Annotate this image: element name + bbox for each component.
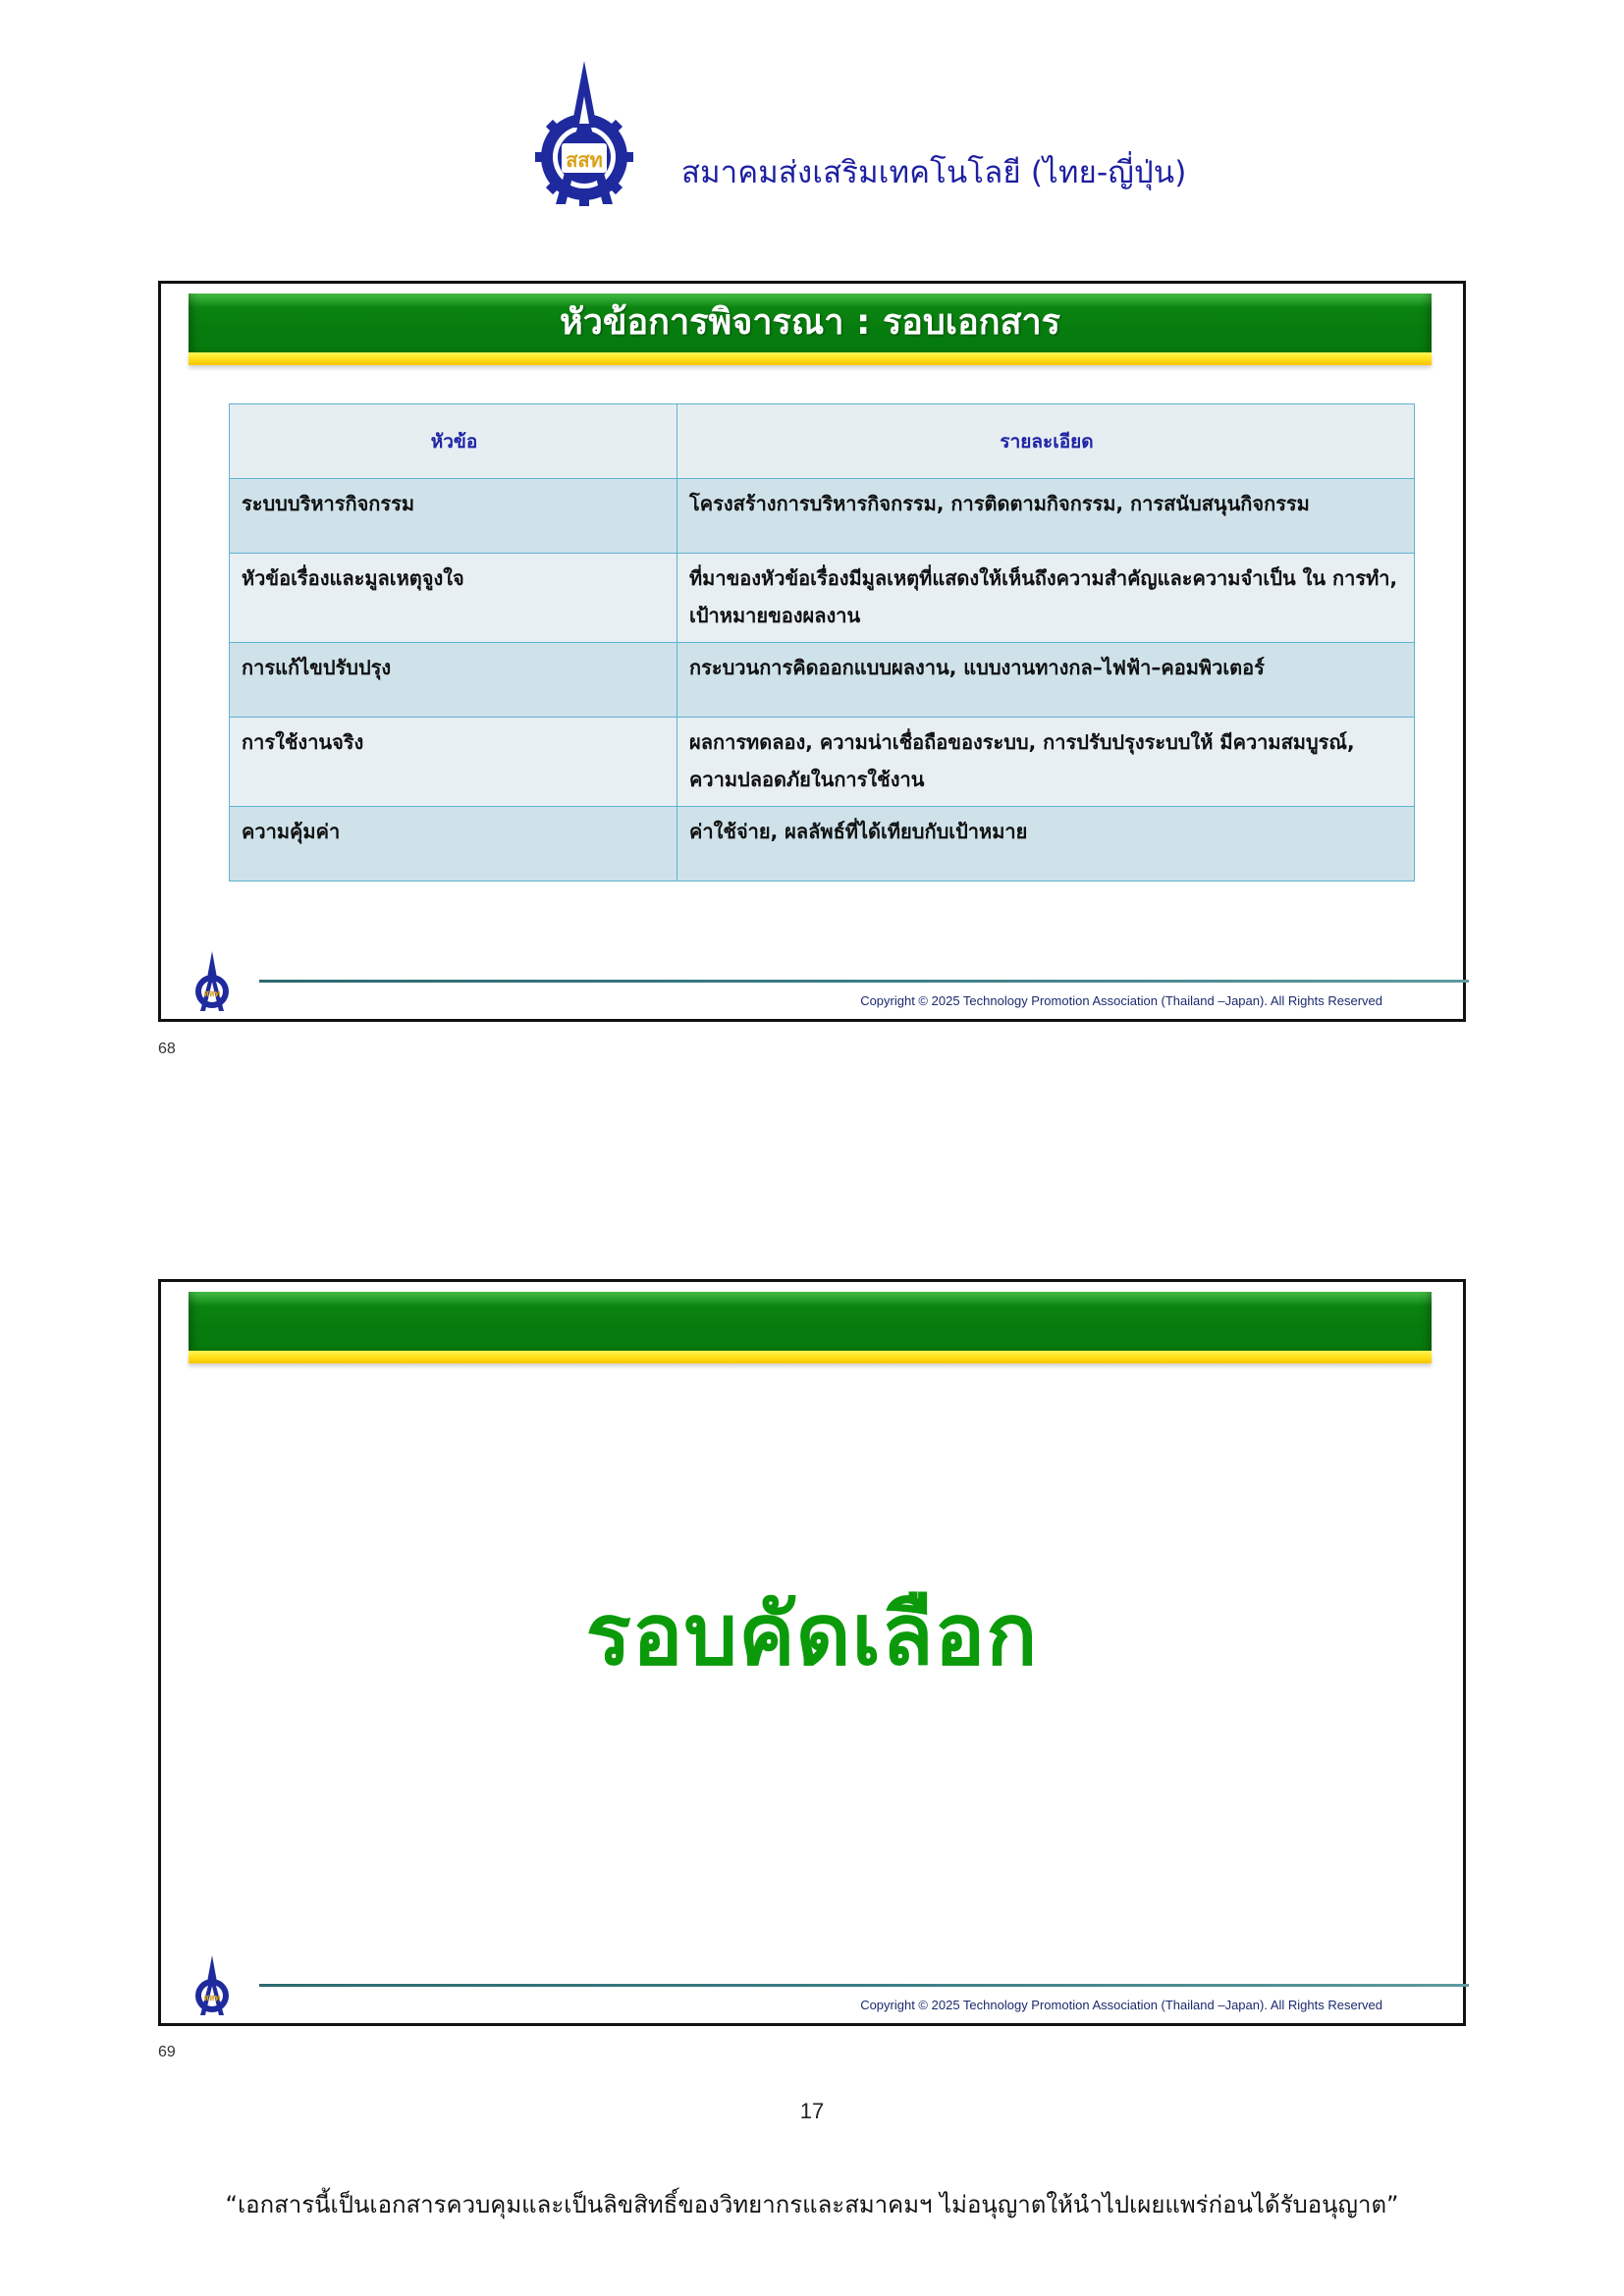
slide-footer <box>161 940 1463 1019</box>
slide-title: หัวข้อการพิจารณา : รอบเอกสาร <box>559 302 1061 343</box>
title-bar-green <box>189 1292 1432 1351</box>
table-row <box>230 643 1415 718</box>
svg-text:สสท: สสท <box>203 989 221 999</box>
title-bar-yellow-stripe <box>189 352 1432 365</box>
footer-divider <box>259 980 1469 983</box>
slide-68 <box>158 281 1466 1022</box>
table-cell-detail: โครงสร้างการบริหารกิจกรรม, การติดตามกิจกรรม, การสนับสนุนกิจกรรม <box>677 479 1415 554</box>
title-bar-yellow-stripe <box>189 1351 1432 1363</box>
table-row <box>230 718 1415 807</box>
copyright-notice: Copyright © 2025 Technology Promotion Association (Thailand –Japan). All Rights Reserved <box>860 993 1382 1008</box>
svg-text:สสท: สสท <box>203 1994 221 2003</box>
slide-number: 69 <box>158 2044 176 2060</box>
page-header <box>526 59 1233 206</box>
criteria-table <box>229 403 1415 881</box>
svg-text:สสท: สสท <box>566 148 603 172</box>
table-cell-detail: ที่มาของหัวข้อเรื่องมีมูลเหตุที่แสดงให้เห็นถึงความสำคัญและความจำเป็น ใน การทำ, เป้าหมายของผลงาน <box>677 554 1415 643</box>
table-row <box>230 479 1415 554</box>
table-cell-detail: ผลการทดลอง, ความน่าเชื่อถือของระบบ, การปรับปรุงระบบให้ มีความสมบูรณ์, ความปลอดภัยในการใช้งาน <box>677 718 1415 807</box>
slide-69 <box>158 1279 1466 2026</box>
table-cell-topic: หัวข้อเรื่องและมูลเหตุจูงใจ <box>230 554 677 643</box>
table-header-row <box>230 404 1415 479</box>
association-logo-small-icon <box>189 950 235 1011</box>
organization-name: สมาคมส่งเสริมเทคโนโลยี (ไทย-ญี่ปุ่น) <box>681 155 1187 190</box>
table-cell-topic: การใช้งานจริง <box>230 718 677 807</box>
association-logo-icon <box>526 59 642 206</box>
section-heading: รอบคัดเลือก <box>585 1586 1039 1684</box>
table-row <box>230 554 1415 643</box>
table-cell-topic: การแก้ไขปรับปรุง <box>230 643 677 718</box>
table-cell-detail: ค่าใช้จ่าย, ผลลัพธ์ที่ได้เทียบกับเป้าหมาย <box>677 807 1415 881</box>
column-header-detail: รายละเอียด <box>677 404 1415 479</box>
slide-title-bar <box>189 294 1432 366</box>
association-logo-small-icon <box>189 1954 235 2015</box>
slide-number: 68 <box>158 1041 176 1057</box>
footer-divider <box>259 1984 1469 1987</box>
table-cell-detail: กระบวนการคิดออกแบบผลงาน, แบบงานทางกล–ไฟฟ้า–คอมพิวเตอร์ <box>677 643 1415 718</box>
page-number: 17 <box>799 2099 825 2123</box>
table-row <box>230 807 1415 881</box>
copyright-notice: Copyright © 2025 Technology Promotion Association (Thailand –Japan). All Rights Reserved <box>860 1998 1382 2012</box>
disclaimer-notice: “เอกสารนี้เป็นเอกสารควบคุมและเป็นลิขสิทธิ์ของวิทยากรและสมาคมฯ ไม่อนุญาตให้นำไปเผยแพร่ก่อนได้รับอนุญาต” <box>225 2191 1399 2218</box>
column-header-topic: หัวข้อ <box>230 404 677 479</box>
slide-title-bar <box>189 1292 1432 1364</box>
table-cell-topic: ความคุ้มค่า <box>230 807 677 881</box>
table-cell-topic: ระบบบริหารกิจกรรม <box>230 479 677 554</box>
slide-footer <box>161 1945 1463 2023</box>
